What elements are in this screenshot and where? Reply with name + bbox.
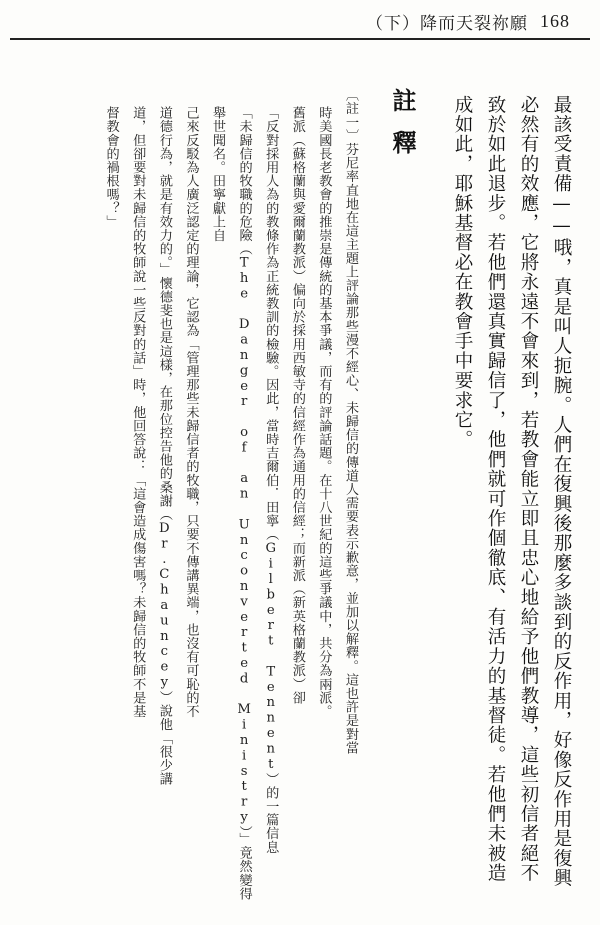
main-text-line: 最該受責備——哦，真是叫人扼腕。人們在復興後那麼多談到的反作用，好像反作用是復興 — [551, 95, 572, 888]
page-number: 168 — [540, 10, 570, 31]
main-text-line: 必然有的效應，它將永遠不會來到，若教會能立即且忠心地給予他們教導，這些初信者絕不 — [518, 95, 539, 883]
note-line: 己來反駁為人廣泛認定的理論，它認為「管理那些未歸信者的牧職，只要不傳講異端，也沒有可恥的不 — [183, 106, 199, 718]
main-text-block — [446, 60, 578, 910]
vertical-text-body — [18, 60, 578, 910]
note-line: 「未歸信的牧職的危險（The Danger of an Unconverted Ministry）」竟然變得舉世聞名。田寧獻上自 — [210, 106, 252, 901]
note-line: 舊派（蘇格蘭與愛爾蘭教派）偏向於採用西敏寺的信經作為通用的信經；而新派（新英格蘭教派）卻 — [289, 106, 305, 705]
notes-heading: 註釋 — [388, 88, 417, 172]
note-line: 時美國長老教會的推崇是傳統的基本爭議，而有的評論話題。在十八世紀的這些爭議中，共分為兩派。 — [316, 106, 332, 718]
note-line: 「反對採用人為的教條作為正統教訓的檢驗。因此，當時吉爾伯．田寧（Gilbert Tennent）的一篇信息 — [263, 106, 279, 854]
notes-block — [97, 60, 363, 910]
main-text-line: 致於如此退步。若他們還真實歸信了，他們就可作個徹底、有活力的基督徒。若他們未被造 — [485, 95, 506, 883]
header-rule — [10, 38, 590, 40]
note-line: 督教會的禍根嗎？」 — [103, 106, 119, 229]
running-head — [366, 8, 570, 34]
note-line: 〔註一〕芬尼率直地在這主題上評論那些漫不經心、未歸信的傳道人需要表示歉意，並加以解釋。這也許是對當 — [343, 88, 358, 755]
chapter-title: （下）降而天裂祢願 — [366, 13, 528, 34]
main-text-line: 成如此，耶穌基督必在教會手中要求它。 — [452, 95, 473, 450]
note-line: 道，但卻要對未歸信的牧師說一些反對的話」時，他回答說：「這會造成傷害嗎？未歸信的牧師不是基 — [130, 106, 146, 718]
note-line: 道德行為，就是有效力的。」懷德斐也是這樣，在那位控告他的桑謝（Dr.Chauncey）說他「很少講 — [156, 106, 172, 786]
